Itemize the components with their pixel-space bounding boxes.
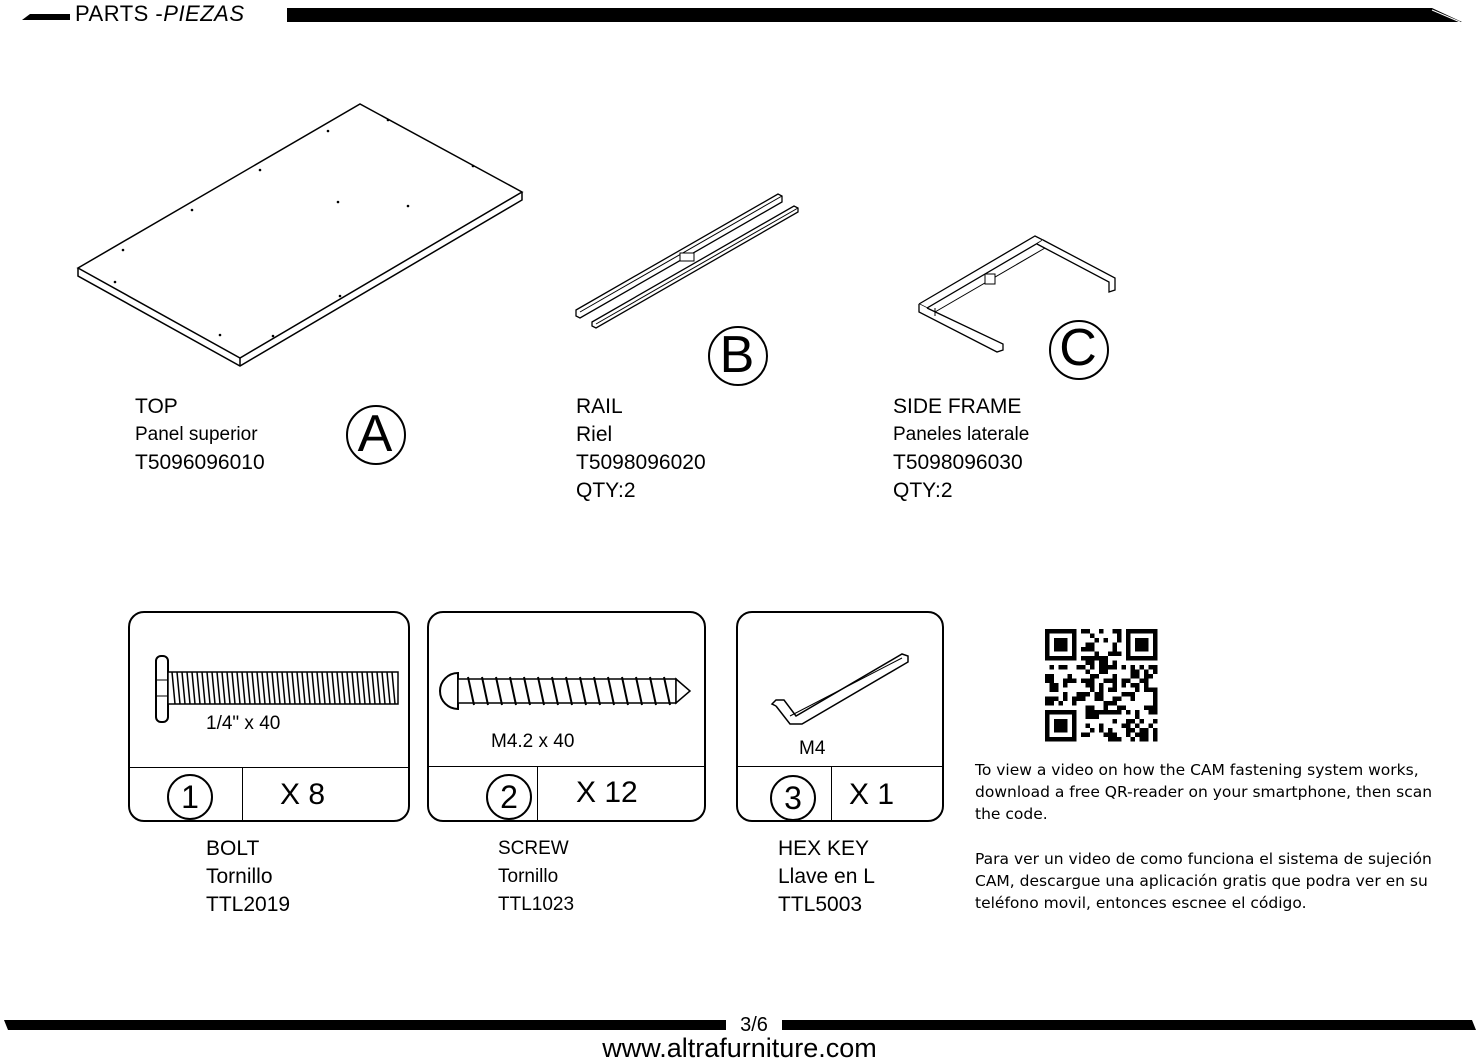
qr-note-es: Para ver un video de como funciona el sistema de sujeción CAM, descargue una aplicación gratis que podra ver en su teléfono movil, entonces escnee el código.	[975, 850, 1432, 912]
hexkey-number: 3	[770, 775, 816, 821]
page-title: PARTS -PIEZAS	[75, 1, 245, 26]
hexkey-code: TTL5003	[778, 893, 863, 916]
part-a-name-es: Panel superior	[135, 424, 258, 445]
hexkey-size: M4	[799, 738, 826, 759]
bolt-drawing	[152, 650, 402, 730]
part-b-letter: B	[719, 326, 755, 384]
screw-number: 2	[486, 774, 532, 820]
part-b-qty: QTY:2	[576, 479, 636, 502]
rail-drawing	[570, 190, 810, 330]
part-b-labels	[576, 393, 706, 505]
part-b-name-es: Riel	[576, 423, 613, 446]
bolt-name-es: Tornillo	[206, 865, 273, 888]
screw-drawing	[438, 665, 698, 725]
screw-size: M4.2 x 40	[491, 731, 575, 752]
screw-count: X 12	[576, 776, 638, 809]
part-b-name: RAIL	[576, 395, 623, 418]
bolt-name: BOLT	[206, 837, 260, 860]
screw-name-es: Tornillo	[498, 866, 559, 887]
part-b-code: T5098096020	[576, 451, 706, 474]
qr-code	[1045, 629, 1161, 741]
part-c-letter: C	[1059, 319, 1097, 377]
screw-code: TTL1023	[498, 894, 575, 915]
part-c-code: T5098096030	[893, 451, 1023, 474]
hexkey-count: X 1	[849, 778, 895, 811]
page-number: 3/6	[726, 1013, 782, 1037]
part-c-qty: QTY:2	[893, 479, 953, 502]
screw-name: SCREW	[498, 838, 569, 859]
top-panel-drawing	[75, 100, 535, 370]
part-a-labels	[135, 393, 265, 477]
part-c-name: SIDE FRAME	[893, 395, 1022, 418]
part-a-letter: A	[357, 405, 393, 463]
part-a-name: TOP	[135, 395, 178, 418]
part-c-labels	[893, 393, 1029, 505]
website-url: www.altrafurniture.com	[602, 1033, 877, 1063]
hexkey-name-es: Llave en L	[778, 865, 875, 888]
hexkey-drawing	[768, 652, 928, 742]
bolt-code: TTL2019	[206, 893, 291, 916]
part-a-code: T5096096010	[135, 451, 265, 474]
qr-note-en: To view a video on how the CAM fastening system works, download a free QR-reader on your smartphone, then scan the code.	[975, 761, 1433, 823]
bolt-size: 1/4" x 40	[206, 713, 281, 734]
bolt-labels	[206, 835, 290, 919]
bolt-number: 1	[167, 774, 213, 820]
hexkey-labels	[778, 835, 875, 919]
bolt-count: X 8	[280, 778, 326, 811]
part-c-name-es: Paneles laterale	[893, 424, 1030, 445]
screw-labels	[498, 835, 574, 919]
hexkey-name: HEX KEY	[778, 837, 870, 860]
